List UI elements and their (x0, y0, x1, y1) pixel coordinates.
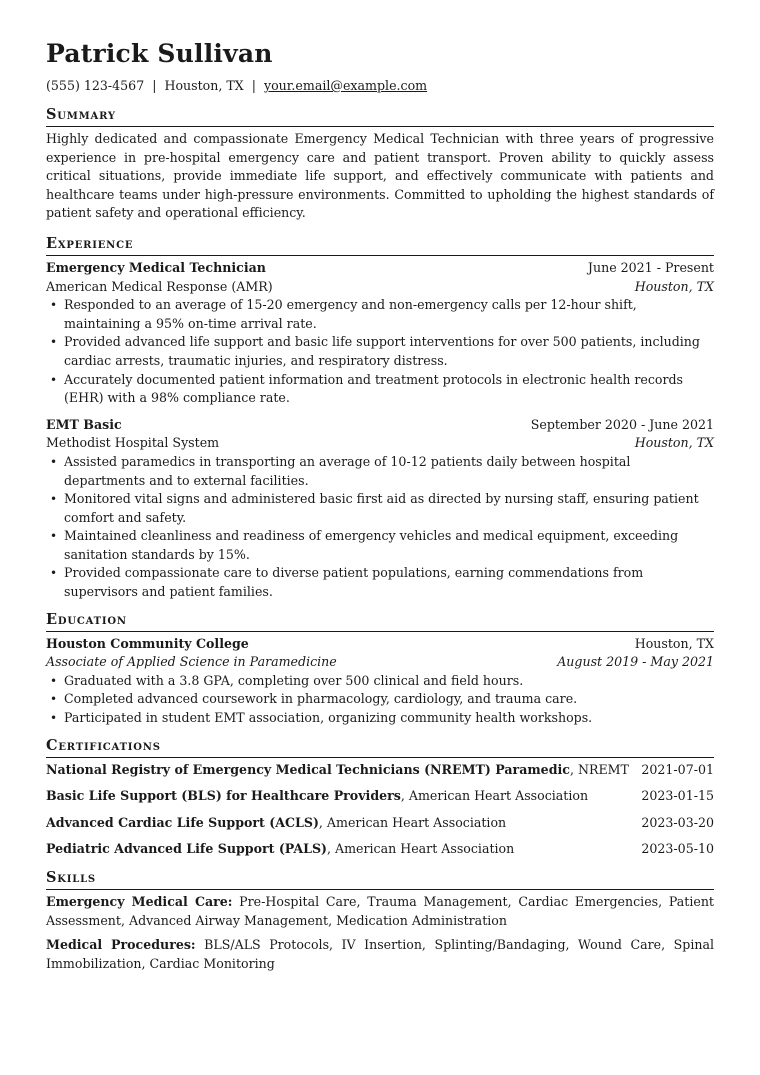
job-role: EMT Basic (46, 416, 122, 432)
skill-row (46, 936, 714, 973)
school-name: Houston Community College (46, 635, 249, 651)
certification-row (46, 787, 714, 806)
list-item: • Monitored vital signs and administered basic first aid as directed by nursing staff, ensuring patient comfort and safety. (46, 490, 714, 527)
job-subheader (46, 434, 714, 453)
job-bullets (46, 296, 714, 408)
certification-row (46, 840, 714, 859)
list-item: • Participated in student EMT association, organizing community health workshops. (46, 709, 714, 728)
experience-section (46, 234, 714, 602)
list-item: • Provided compassionate care to diverse patient populations, earning commendations from supervisors and patient families. (46, 564, 714, 601)
education-section (46, 610, 714, 728)
job-dates: June 2021 - Present (587, 259, 714, 275)
job-role: Emergency Medical Technician (46, 259, 266, 275)
section-title-education: Education (46, 610, 714, 632)
certification-date: 2023-05-10 (641, 841, 714, 857)
section-title-certifications: Certifications (46, 736, 714, 758)
skills-section (46, 868, 714, 973)
contact-separator: | (152, 78, 157, 93)
skill-label: Medical Procedures: (46, 937, 196, 953)
section-title-experience: Experience (46, 234, 714, 256)
certification-issuer: , American Heart Association (318, 814, 507, 830)
job-dates: September 2020 - June 2021 (530, 416, 714, 432)
job-entry (46, 259, 714, 408)
education-bullets (46, 672, 714, 728)
list-item: • Accurately documented patient information and treatment protocols in electronic health records (EHR) with a 98% compliance rate. (46, 371, 714, 408)
list-item: • Assisted paramedics in transporting an average of 10-12 patients daily between hospital departments and to external facilities. (46, 453, 714, 490)
skill-label: Emergency Medical Care: (46, 894, 233, 909)
certification-date: 2023-03-20 (641, 814, 714, 830)
certification-row (46, 761, 714, 780)
job-header (46, 259, 714, 278)
certification-row (46, 814, 714, 833)
contact-line (46, 77, 714, 95)
job-location: Houston, TX (634, 435, 714, 451)
candidate-name: Patrick Sullivan (46, 39, 273, 68)
certification-date: 2021-07-01 (641, 761, 714, 777)
certification-name: National Registry of Emergency Medical Technicians (NREMT) Paramedic (46, 761, 570, 777)
certification-issuer: , American Heart Association (327, 841, 515, 857)
job-company: Methodist Hospital System (46, 435, 220, 451)
certification-issuer: , American Heart Association (400, 788, 589, 804)
certification-issuer: , NREMT (569, 761, 629, 777)
education-dates: August 2019 - May 2021 (557, 654, 714, 670)
education-subheader (46, 653, 714, 672)
location: Houston, TX (164, 78, 244, 93)
summary-section (46, 105, 714, 223)
job-header (46, 416, 714, 435)
skill-value: Pre-Hospital Care, Trauma Management, Cardiac Emergencies, Patient Assessment, Advanced Airway Management, Medication Administration (46, 894, 714, 928)
skill-value: BLS/ALS Protocols, IV Insertion, Splinting/Bandaging, Wound Care, Spinal Immobilization, Cardiac Monitoring (46, 937, 714, 971)
certification-name: Basic Life Support (BLS) for Healthcare Providers (46, 788, 401, 804)
education-header (46, 635, 714, 654)
degree-name: Associate of Applied Science in Paramedicine (46, 654, 337, 670)
job-entry (46, 416, 714, 602)
summary-text: Highly dedicated and compassionate Emergency Medical Technician with three years of progressive experience in pre-hospital emergency care and patient transport. Proven ability to quickly assess critical situations, provide immediate life support, and effectively communicate with patients and healthcare teams under high-pressure environments. Committed to upholding the highest standards of patient safety and operational efficiency. (46, 131, 714, 221)
resume-header (46, 38, 714, 95)
list-item: • Maintained cleanliness and readiness of emergency vehicles and medical equipment, exceeding sanitation standards by 15%. (46, 527, 714, 564)
skill-row (46, 893, 714, 930)
school-location: Houston, TX (634, 635, 714, 651)
job-bullets (46, 453, 714, 602)
list-item: • Graduated with a 3.8 GPA, completing over 500 clinical and field hours. (46, 672, 714, 691)
list-item: • Provided advanced life support and basic life support interventions for over 500 patients, including cardiac arrests, traumatic injuries, and respiratory distress. (46, 333, 714, 370)
list-item: • Completed advanced coursework in pharmacology, cardiology, and trauma care. (46, 690, 714, 709)
certifications-section (46, 736, 714, 859)
contact-separator: | (251, 78, 256, 93)
section-title-skills: Skills (46, 868, 714, 890)
list-item: • Responded to an average of 15-20 emergency and non-emergency calls per 12-hour shift, maintaining a 95% on-time arrival rate. (46, 296, 714, 333)
email-link[interactable]: your.email@example.com (263, 78, 428, 93)
phone-number: (555) 123-4567 (46, 78, 145, 93)
certification-date: 2023-01-15 (641, 788, 714, 804)
certification-name: Pediatric Advanced Life Support (PALS) (46, 841, 328, 857)
job-company: American Medical Response (AMR) (46, 278, 273, 294)
section-title-summary: Summary (46, 105, 714, 127)
job-subheader (46, 278, 714, 297)
certification-name: Advanced Cardiac Life Support (ACLS) (46, 814, 319, 830)
job-location: Houston, TX (634, 278, 714, 294)
